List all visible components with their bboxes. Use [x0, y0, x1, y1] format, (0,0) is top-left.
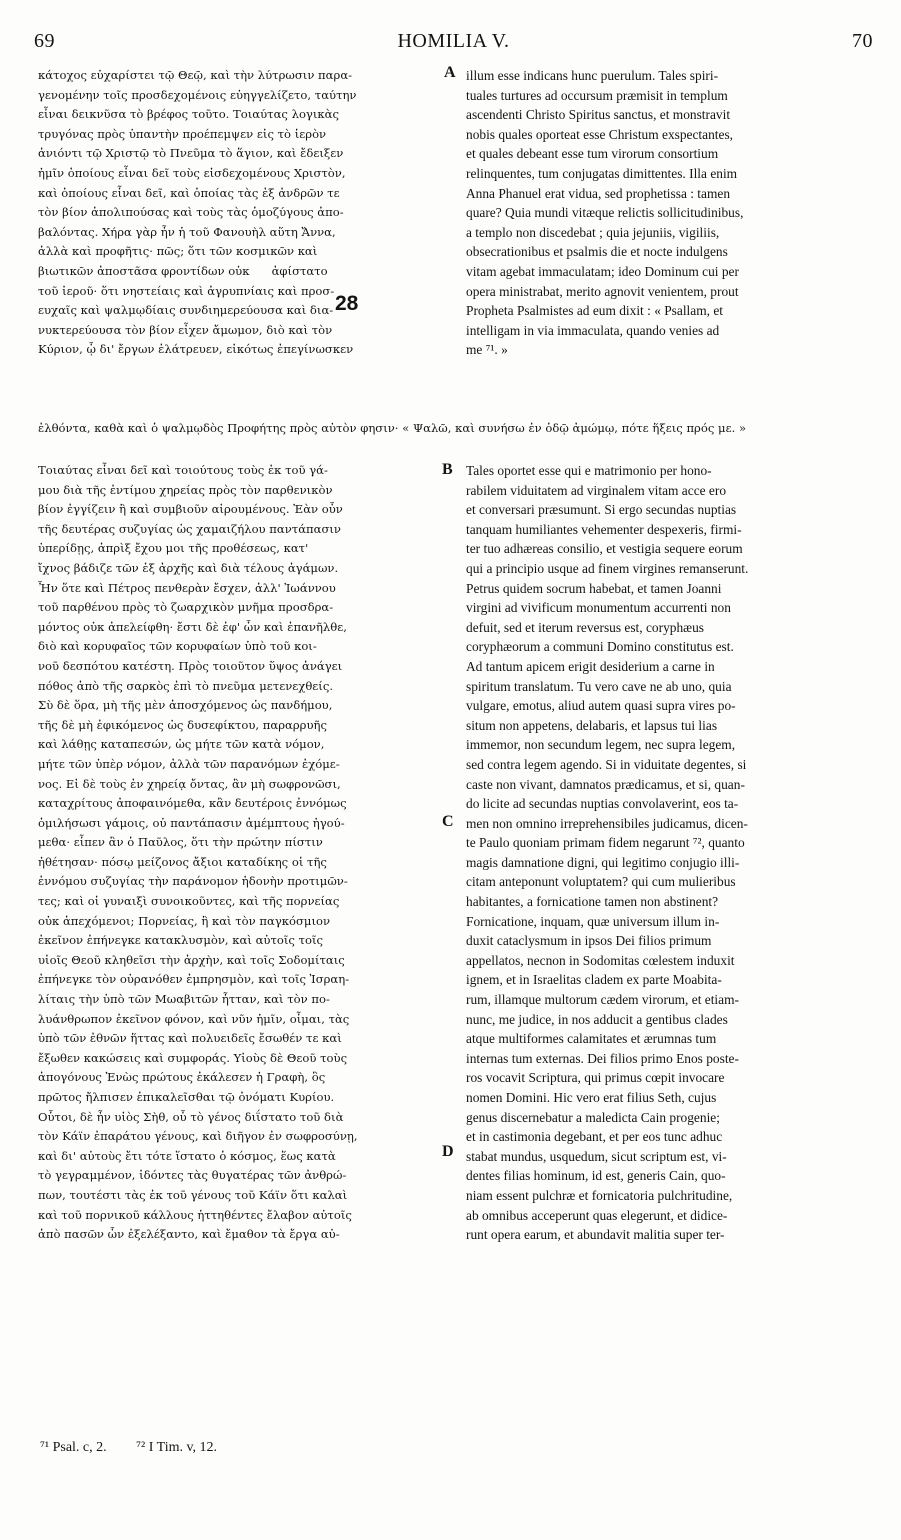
latin-column-top: illum esse indicans hunc puerulum. Tales spiri- tuales turtures ad occursum præmisit in templum ascendenti Christo Spiritus sanctus, et monstravit nobis quales oporteat esse Christum exspectantes, et quales debeant esse tum virorum consortium relinquentes, tum conjugatas dimittentes. Illa enim Anna Phanuel erat vidua, sed prophetissa : tamen quare? Quia mundi vitæque relictis sollicitudinibus, a templo non discedebat ; quia jejuniis, vigiliis, obsecrationibus et psalmis die et nocte indulgens vitam agebat immaculatam; ideo Dominum cui per opera ministrabat, merito agnovit venientem, prout Propheta Psalmistes ad eum dixit : « Psallam, et intelligam in via immaculata, quando venies ad me ⁷¹. » — [466, 68, 744, 358]
margin-letter-b: B — [442, 461, 453, 478]
running-title: HOMILIA V. — [397, 30, 510, 52]
margin-letter-d: D — [442, 1143, 454, 1160]
latin-column-bottom: Tales oportet esse qui e matrimonio per hono- rabilem viduitatem ad virginalem vitam acce ero et conversari præsumunt. Si ergo secundas nuptias tanquam humiliantes vehementer despexeris, firmi- ter tuo adhæreas consilio, et vestigia sequere eorum qui a principio usque ad finem virgines remanserunt. Petrus quidem socrum habebat, et tamen Joanni virgini ad vivificum monumentum accurrenti non defuit, sed et iterum reversus est, coryphæus coryphæorum a communi Domino constitutus est. Ad tantum apicem erigit desiderium a carne in spiritum translatum. Tu vero cave ne ab uno, quia vulgare, emotus, aliud autem quasi supra vires po- situm non appetens, delabaris, et lapsus tui lias immemor, non secundum legem, nec supra legem, sed contra legem agendo. Si in viduitate degentes, si caste non vivant, damnatos prædicamus, et si, quan- do licite ad secundas nuptias convolaverint, eos ta- men non omnino irreprehensibiles judicamus, dicen- te Paulo quoniam primam fidem negarunt ⁷², quanto magis damnatione digni, qui legitimo conjugio illi- citam anteponunt voluptatem? qui cum mulieribus habitantes, a fornicatione tamen non abstinent? Fornicatione, inquam, quæ universum illum in- duxit cataclysmum in ipsos Dei filios primum appellatos, necnon in Sodomitas cœlestem induxit ignem, et in Israelitas cladem ex parte Moabita- rum, illamque multorum cædem virorum, et etiam- nunc, me judice, in nos adducit a gentibus clades atque multiformes calamitates et ærumnas tum internas tum externas. Dei filios primo Enos poste- ros vocavit Scriptura, qui primus cœpit invocare nomen Domini. Hic vero erat filius Seth, cujus genus discernebatur a maledicta Cain progenie; et in castimonia degebant, et per eos tunc adhuc stabat mundus, usquedum, sicut scriptum est, vi- dentes filias hominum, id est, generis Cain, quo- niam essent pulchræ et fornicatoria pulchritudine, ab omnibus acceperunt quas elegerunt, et didice- runt opera earum, et abundavit malitia super ter- — [466, 463, 749, 1243]
column-number-marker: 28 — [335, 292, 359, 315]
footnote-72: ⁷² I Tim. v, 12. — [136, 1440, 218, 1455]
greek-column-bottom: Τοιαύτας εἶναι δεῖ καὶ τοιούτους τοὺς ἐκ τοῦ γά- μου διὰ τῆς ἐντίμου χηρείας πρὸς τὸν παρθενικὸν βίον ἐγγίζειν ἢ καὶ συμβιοῦν αἱρουμένους. Ἐὰν οὖν τῆς δευτέρας συζυγίας ὡς χαμαιζήλου παντάπασιν ὑπερίδῃς, ἀπρὶξ ἔχου μοι τῆς προθέσεως, κατ' ἴχνος βάδιζε τῶν ἐξ ἀρχῆς καὶ διὰ τέλους ἀγάμων. Ἦν ὅτε καὶ Πέτρος πενθερὰν ἔσχεν, ἀλλ' Ἰωάννου τοῦ παρθένου πρὸς τὸ ζωαρχικὸν μνῆμα προσδρα- μόντος οὐκ ἀπελείφθη· ἔστι δὲ ἐφ' ὧν καὶ ἐπανῆλθε, διὸ καὶ κορυφαῖος τῶν κορυφαίων ὑπὸ τοῦ κοι- νοῦ δεσπότου κατέστη. Πρὸς τοιοῦτον ὕψος ἀνάγει πόθος ἀπὸ τῆς σαρκὸς ἐπὶ τὸ πνεῦμα μετενεχθείς. Σὺ δὲ ὅρα, μὴ τῆς μὲν ἀποσχόμενος ὡς πανδήμου, τῆς δὲ μὴ ἐφικόμενος ὡς δυσεφίκτου, παραρρυῆς καὶ λάθῃς καταπεσών, ὡς μήτε τῶν κατὰ νόμον, μήτε τῶν ὑπὲρ νόμον, ἀλλὰ τῶν παρανόμων ἐχόμε- νος. Εἰ δὲ τοὺς ἐν χηρείᾳ ὄντας, ἂν μὴ σωφρονῶσι, καταχρίτους ἀποφαινόμεθα, κἂν δευτέροις ἐννόμως ὁμιλήσωσι γάμοις, οὐ παντάπασιν ἀμέμπτους ἡγού- μεθα· εἶπεν ἂν ὁ Παῦλος, ὅτι τὴν πρώτην πίστιν ἠθέτησαν· πόσῳ μείζονος ἄξιοι καταδίκης οἱ τῆς ἐννόμου συζυγίας τὴν παράνομον ἡδονὴν προτιμῶν- τες; καὶ οἱ γυναιξὶ συνοικοῦντες, καὶ τῆς πορνείας οὐκ ἀπεχόμενοι; Πορνείας, ἣ καὶ τὸν παγκόσμιον ἐκεῖνον ἐπήνεγκε κατακλυσμὸν, καὶ αὐτοῖς τοῖς υἱοῖς Θεοῦ κληθεῖσι τὴν ἀρχὴν, καὶ τοῖς Σοδομίταις ἐπήνεγκε τὸν οὐρανόθεν ἐμπρησμὸν, καὶ τοῖς Ἰσραη- λίταις τὴν ὑπὸ τῶν Μωαβιτῶν ἧτταν, καὶ τὸν πο- λυάνθρωπον ἐκεῖνον φόνον, καὶ νῦν ἡμῖν, οἶμαι, τὰς ὑπὸ τῶν ἐθνῶν ἥττας καὶ πολυειδεῖς ἔσωθέν τε καὶ ἔξωθεν κακώσεις καὶ συμφοράς. Υἱοὺς δὲ Θεοῦ τοὺς ἀπογόνους Ἐνὼς πρώτους ἐκάλεσεν ἡ Γραφὴ, ὃς πρῶτος ἤλπισεν ἐπικαλεῖσθαι τῷ ὀνόματι Κυρίου. Οὗτοι, δὲ ἦν υἱὸς Σὴθ, οὗ τὸ γένος διΐστατο τοῦ διὰ τὸν Κάϊν ἐπαράτου γένους, καὶ διῆγον ἐν σωφροσύνῃ, καὶ δι' αὐτοὺς ἔτι τότε ἵστατο ὁ κόσμος, ἕως κατὰ τὸ γεγραμμένον, ἰδόντες τὰς θυγατέρας τῶν ἀνθρώ- πων, τουτέστι τὰς ἐκ τοῦ γένους τοῦ Κάϊν ὅτι καλαὶ καὶ τοῦ πορνικοῦ κάλλους ἡττηθέντες ἔλαβον αὐτοῖς ἀπὸ πασῶν ὧν ἐξελέξαντο, καὶ ἔμαθον τὰ ἔργα αὐ- — [38, 463, 358, 1242]
page-number-left: 69 — [34, 30, 55, 52]
footnote-71: ⁷¹ Psal. c, 2. — [40, 1440, 107, 1455]
margin-letter-c: C — [442, 813, 454, 830]
greek-column-top: κάτοχος εὐχαρίστει τῷ Θεῷ, καὶ τὴν λύτρωσιν παρα- γενομένην τοῖς προσδεχομένοις εὐηγγελίζετο, ταύτην εἶναι δεικνῦσα τὸ βρέφος τοῦτο. Τοιαύτας λογικὰς τρυγόνας πρὸς ὑπαντὴν προέπεμψεν εἰς τὸ ἱερὸν ἀνιόντι τῷ Χριστῷ τὸ Πνεῦμα τὸ ἅγιον, καὶ ἔδειξεν ἡμῖν ὁποίους εἶναι δεῖ τοὺς εἰσδεχομένους Χριστὸν, καὶ ὁποίους εἶναι δεῖ, καὶ ὁποίας τὰς ἐξ ἀνδρῶν τε τὸν βίον ἀπολιπούσας καὶ τοὺς τὰς ὁμοζύγους ἀπο- βαλόντας. Χήρα γὰρ ἦν ἡ τοῦ Φανουὴλ αὕτη Ἄννα, ἀλλὰ καὶ προφῆτις· πῶς; ὅτι τῶν κοσμικῶν καὶ βιωτικῶν ἀποστᾶσα φροντίδων οὐκ ἀφίστατο τοῦ ἱεροῦ· ὅτι νηστείαις καὶ ἀγρυπνίαις καὶ προσ- ευχαῖς καὶ ψαλμῳδίαις συνδιημερεύουσα καὶ δια- νυκτερεύουσα τὸν βίον εἶχεν ἄμωμον, διὸ καὶ τὸν Κύριον, ᾧ δι' ἔργων ἐλάτρευεν, εἰκότως ἐπεγίνωσκεν — [38, 68, 357, 357]
page-number-right: 70 — [852, 30, 873, 52]
greek-full-width-line: ἐλθόντα, καθὰ καὶ ὁ ψαλμῳδὸς Προφήτης πρὸς αὐτὸν φησιν· « Ψαλῶ, καὶ συνήσω ἐν ὁδῷ ἀμώμῳ, πότε ἥξεις πρός με. » — [38, 421, 747, 435]
margin-letter-a: A — [444, 64, 456, 81]
page-header — [34, 30, 873, 58]
footnotes — [40, 1440, 243, 1456]
